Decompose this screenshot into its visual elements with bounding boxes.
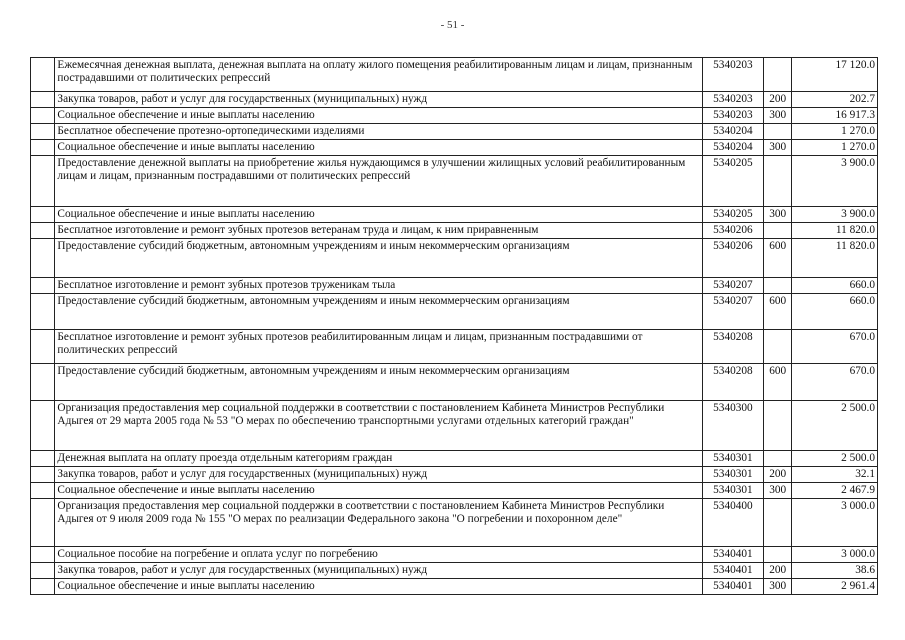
item-name: Ежемесячная денежная выплата, денежная выплата на оплату жилого помещения реабилитированным лицам и лицам, признанным пострадавшими от политических репрессий bbox=[55, 58, 702, 92]
expense-type: 200 bbox=[763, 563, 792, 579]
target-code: 5340204 bbox=[702, 140, 763, 156]
expense-type bbox=[763, 547, 792, 563]
amount: 38.6 bbox=[792, 563, 878, 579]
amount: 11 820.0 bbox=[792, 223, 878, 239]
expense-type: 600 bbox=[763, 239, 792, 278]
amount: 2 500.0 bbox=[792, 451, 878, 467]
blank-cell bbox=[31, 108, 55, 124]
expense-type bbox=[763, 156, 792, 207]
expense-type bbox=[763, 58, 792, 92]
blank-cell bbox=[31, 579, 55, 595]
blank-cell bbox=[31, 467, 55, 483]
blank-cell bbox=[31, 563, 55, 579]
table-row bbox=[31, 278, 878, 294]
table-row bbox=[31, 58, 878, 92]
table-row bbox=[31, 223, 878, 239]
amount: 3 900.0 bbox=[792, 156, 878, 207]
budget-table bbox=[30, 57, 878, 595]
expense-type bbox=[763, 278, 792, 294]
amount: 3 000.0 bbox=[792, 547, 878, 563]
target-code: 5340206 bbox=[702, 239, 763, 278]
blank-cell bbox=[31, 401, 55, 451]
amount: 670.0 bbox=[792, 364, 878, 401]
target-code: 5340207 bbox=[702, 294, 763, 330]
amount: 2 467.9 bbox=[792, 483, 878, 499]
item-name: Бесплатное обеспечение протезно-ортопедическими изделиями bbox=[55, 124, 702, 140]
amount: 17 120.0 bbox=[792, 58, 878, 92]
blank-cell bbox=[31, 58, 55, 92]
blank-cell bbox=[31, 124, 55, 140]
item-name: Социальное пособие на погребение и оплата услуг по погребению bbox=[55, 547, 702, 563]
amount: 660.0 bbox=[792, 278, 878, 294]
expense-type: 300 bbox=[763, 108, 792, 124]
table-row bbox=[31, 563, 878, 579]
target-code: 5340205 bbox=[702, 207, 763, 223]
item-name: Предоставление денежной выплаты на приобретение жилья нуждающимся в улучшении жилищных условий реабилитированным лицам и лицам, признанным пострадавшими от политических репрессий bbox=[55, 156, 702, 207]
table-row bbox=[31, 108, 878, 124]
item-name: Закупка товаров, работ и услуг для государственных (муниципальных) нужд bbox=[55, 467, 702, 483]
blank-cell bbox=[31, 140, 55, 156]
table-row bbox=[31, 207, 878, 223]
table-row bbox=[31, 330, 878, 364]
blank-cell bbox=[31, 483, 55, 499]
expense-type bbox=[763, 124, 792, 140]
expense-type: 300 bbox=[763, 207, 792, 223]
item-name: Предоставление субсидий бюджетным, автономным учреждениям и иным некоммерческим организациям bbox=[55, 294, 702, 330]
blank-cell bbox=[31, 547, 55, 563]
target-code: 5340205 bbox=[702, 156, 763, 207]
expense-type: 300 bbox=[763, 579, 792, 595]
target-code: 5340208 bbox=[702, 330, 763, 364]
table-row bbox=[31, 92, 878, 108]
amount: 11 820.0 bbox=[792, 239, 878, 278]
blank-cell bbox=[31, 364, 55, 401]
item-name: Закупка товаров, работ и услуг для государственных (муниципальных) нужд bbox=[55, 563, 702, 579]
item-name: Бесплатное изготовление и ремонт зубных протезов ветеранам труда и лицам, к ним приравненным bbox=[55, 223, 702, 239]
expense-type bbox=[763, 401, 792, 451]
target-code: 5340204 bbox=[702, 124, 763, 140]
table-row bbox=[31, 579, 878, 595]
target-code: 5340208 bbox=[702, 364, 763, 401]
blank-cell bbox=[31, 451, 55, 467]
blank-cell bbox=[31, 92, 55, 108]
target-code: 5340400 bbox=[702, 499, 763, 547]
table-row bbox=[31, 451, 878, 467]
table-row bbox=[31, 467, 878, 483]
target-code: 5340207 bbox=[702, 278, 763, 294]
amount: 2 500.0 bbox=[792, 401, 878, 451]
table-row bbox=[31, 483, 878, 499]
blank-cell bbox=[31, 278, 55, 294]
item-name: Социальное обеспечение и иные выплаты населению bbox=[55, 207, 702, 223]
blank-cell bbox=[31, 330, 55, 364]
target-code: 5340301 bbox=[702, 451, 763, 467]
item-name: Закупка товаров, работ и услуг для государственных (муниципальных) нужд bbox=[55, 92, 702, 108]
blank-cell bbox=[31, 499, 55, 547]
table-row bbox=[31, 124, 878, 140]
blank-cell bbox=[31, 223, 55, 239]
expense-type: 200 bbox=[763, 467, 792, 483]
blank-cell bbox=[31, 207, 55, 223]
table-row bbox=[31, 239, 878, 278]
amount: 3 900.0 bbox=[792, 207, 878, 223]
item-name: Организация предоставления мер социальной поддержки в соответствии с постановлением Кабинета Министров Республики Адыгея от 29 марта 2005 года № 53 "О мерах по обеспечению транспортными услугами отдельных категорий граждан" bbox=[55, 401, 702, 451]
table-row bbox=[31, 140, 878, 156]
target-code: 5340401 bbox=[702, 563, 763, 579]
target-code: 5340401 bbox=[702, 579, 763, 595]
expense-type bbox=[763, 330, 792, 364]
blank-cell bbox=[31, 156, 55, 207]
page-number: - 51 - bbox=[440, 19, 465, 31]
blank-cell bbox=[31, 294, 55, 330]
table-row bbox=[31, 547, 878, 563]
table-row bbox=[31, 499, 878, 547]
target-code: 5340301 bbox=[702, 483, 763, 499]
expense-type bbox=[763, 451, 792, 467]
amount: 3 000.0 bbox=[792, 499, 878, 547]
table-row bbox=[31, 401, 878, 451]
amount: 32.1 bbox=[792, 467, 878, 483]
target-code: 5340203 bbox=[702, 58, 763, 92]
amount: 670.0 bbox=[792, 330, 878, 364]
table-row bbox=[31, 364, 878, 401]
item-name: Социальное обеспечение и иные выплаты населению bbox=[55, 483, 702, 499]
amount: 16 917.3 bbox=[792, 108, 878, 124]
expense-type: 300 bbox=[763, 140, 792, 156]
item-name: Бесплатное изготовление и ремонт зубных протезов труженикам тыла bbox=[55, 278, 702, 294]
item-name: Предоставление субсидий бюджетным, автономным учреждениям и иным некоммерческим организациям bbox=[55, 239, 702, 278]
item-name: Денежная выплата на оплату проезда отдельным категориям граждан bbox=[55, 451, 702, 467]
expense-type: 300 bbox=[763, 483, 792, 499]
target-code: 5340206 bbox=[702, 223, 763, 239]
expense-type bbox=[763, 499, 792, 547]
expense-type: 600 bbox=[763, 294, 792, 330]
table-row bbox=[31, 294, 878, 330]
target-code: 5340203 bbox=[702, 108, 763, 124]
item-name: Социальное обеспечение и иные выплаты населению bbox=[55, 579, 702, 595]
blank-cell bbox=[31, 239, 55, 278]
item-name: Организация предоставления мер социальной поддержки в соответствии с постановлением Кабинета Министров Республики Адыгея от 9 июля 2009 года № 155 "О мерах по реализации Федерального закона "О погребении и похоронном деле" bbox=[55, 499, 702, 547]
item-name: Бесплатное изготовление и ремонт зубных протезов реабилитированным лицам и лицам, признанным пострадавшими от политических репрессий bbox=[55, 330, 702, 364]
target-code: 5340401 bbox=[702, 547, 763, 563]
amount: 1 270.0 bbox=[792, 124, 878, 140]
amount: 202.7 bbox=[792, 92, 878, 108]
target-code: 5340203 bbox=[702, 92, 763, 108]
expense-type: 200 bbox=[763, 92, 792, 108]
item-name: Предоставление субсидий бюджетным, автономным учреждениям и иным некоммерческим организациям bbox=[55, 364, 702, 401]
amount: 660.0 bbox=[792, 294, 878, 330]
item-name: Социальное обеспечение и иные выплаты населению bbox=[55, 140, 702, 156]
expense-type: 600 bbox=[763, 364, 792, 401]
target-code: 5340300 bbox=[702, 401, 763, 451]
amount: 1 270.0 bbox=[792, 140, 878, 156]
item-name: Социальное обеспечение и иные выплаты населению bbox=[55, 108, 702, 124]
amount: 2 961.4 bbox=[792, 579, 878, 595]
expense-type bbox=[763, 223, 792, 239]
table-row bbox=[31, 156, 878, 207]
target-code: 5340301 bbox=[702, 467, 763, 483]
